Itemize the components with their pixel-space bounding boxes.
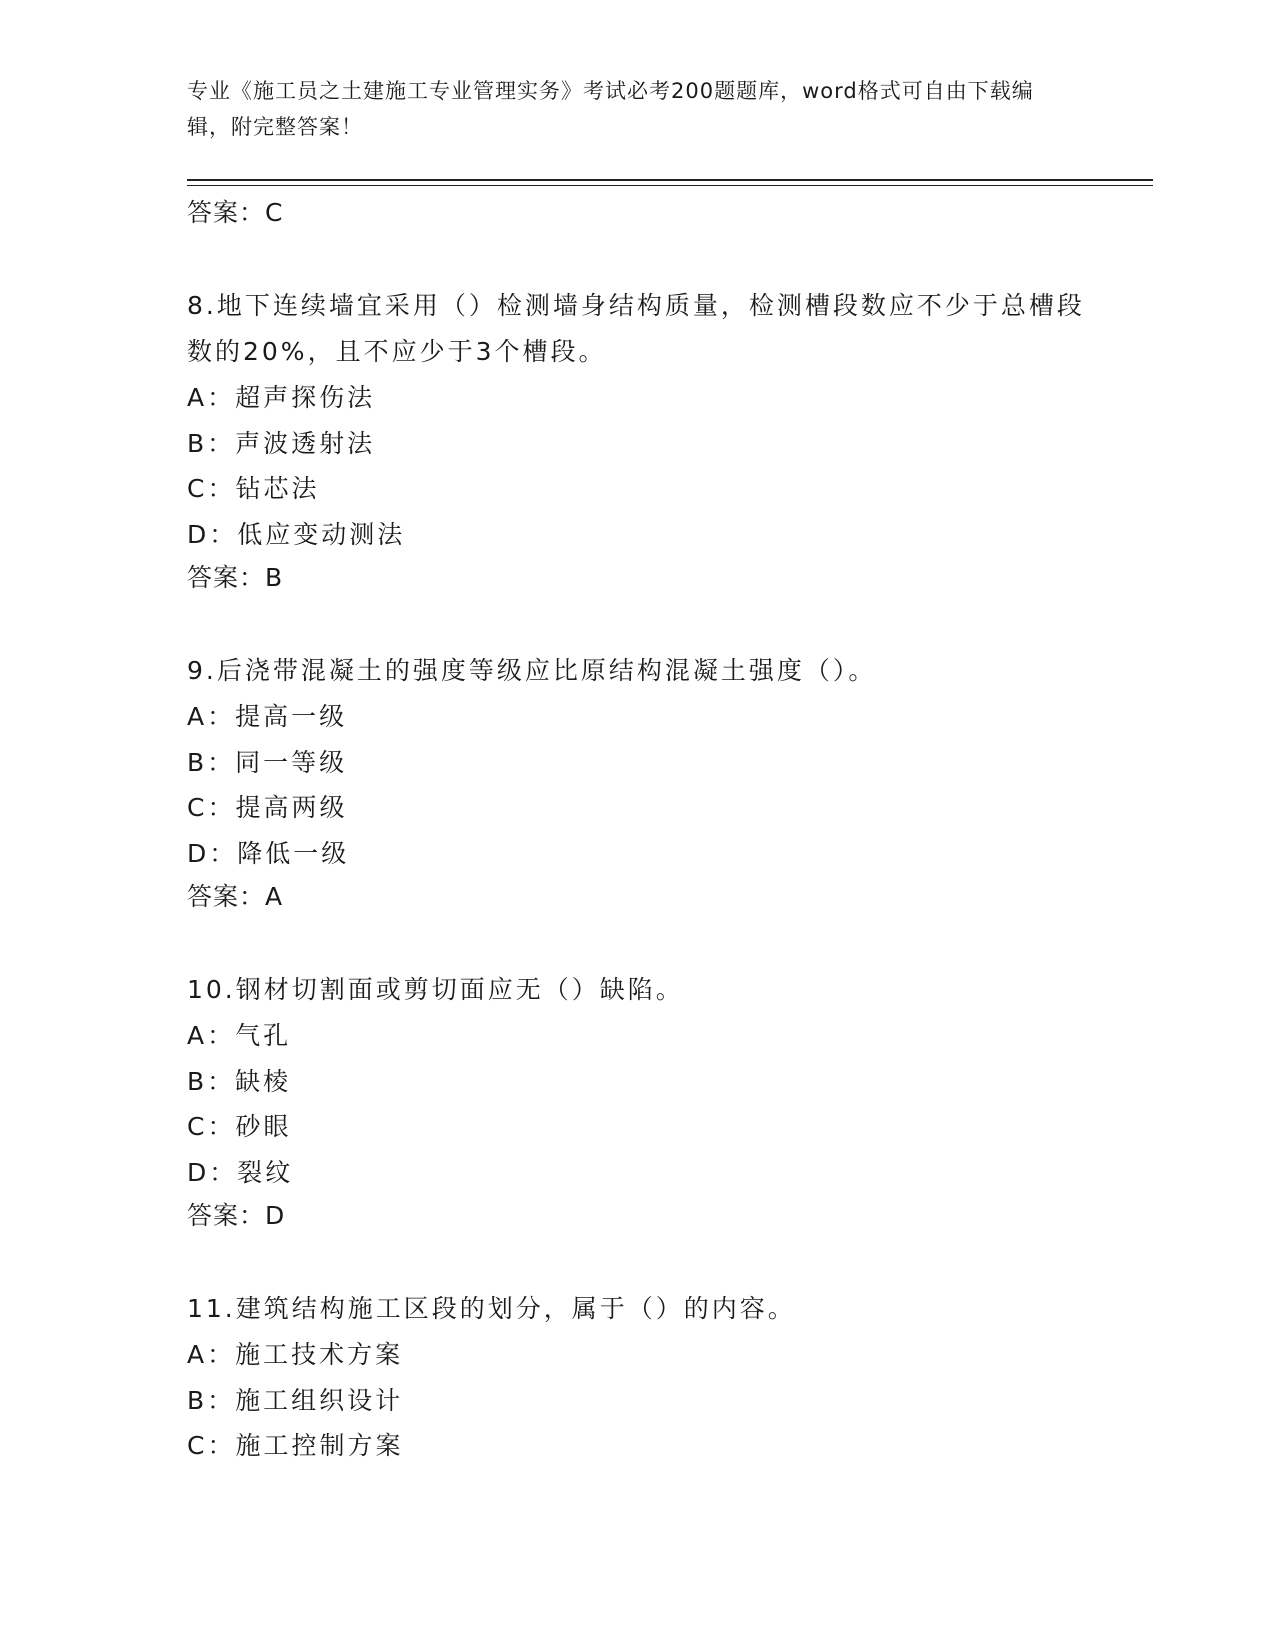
question-text: 11.建筑结构施工区段的划分，属于（）的内容。 — [187, 1294, 796, 1323]
question-list — [187, 190, 1087, 1469]
header-rule-thin — [187, 185, 1153, 186]
option-c: C：砂眼 — [187, 1112, 292, 1141]
answer-line: 答案：A — [187, 882, 284, 911]
option-a: A：施工技术方案 — [187, 1340, 404, 1369]
question-8 — [187, 283, 1087, 596]
option-a: A：提高一级 — [187, 702, 348, 731]
question-text: 9.后浇带混凝土的强度等级应比原结构混凝土强度（）。 — [187, 656, 877, 685]
answer-line: 答案：C — [187, 198, 284, 227]
document-header: 专业《施工员之土建施工专业管理实务》考试必考200题题库，word格式可自由下载编辑，附完整答案！ — [187, 79, 1034, 139]
option-b: B：声波透射法 — [187, 428, 376, 458]
option-b: B：同一等级 — [187, 747, 348, 777]
question-text: 8.地下连续墙宜采用（）检测墙身结构质量，检测槽段数应不少于总槽段数的20%，且不应少于3个槽段。 — [187, 291, 1085, 366]
header-rule-thick — [187, 179, 1153, 181]
question-9 — [187, 648, 1087, 915]
option-b: B：施工组织设计 — [187, 1385, 404, 1415]
option-a: A：超声探伤法 — [187, 383, 376, 412]
question-text: 10.钢材切割面或剪切面应无（）缺陷。 — [187, 975, 684, 1004]
option-d: D：裂纹 — [187, 1157, 294, 1187]
option-a: A：气孔 — [187, 1021, 292, 1050]
option-d: D：低应变动测法 — [187, 519, 406, 549]
option-b: B：缺棱 — [187, 1066, 292, 1096]
question-10 — [187, 967, 1087, 1234]
option-d: D：降低一级 — [187, 838, 350, 868]
answer-line: 答案：D — [187, 1201, 286, 1230]
answer-line: 答案：B — [187, 563, 284, 592]
option-c: C：钻芯法 — [187, 474, 320, 503]
question-11 — [187, 1286, 1087, 1469]
option-c: C：施工控制方案 — [187, 1431, 404, 1460]
option-c: C：提高两级 — [187, 793, 348, 822]
